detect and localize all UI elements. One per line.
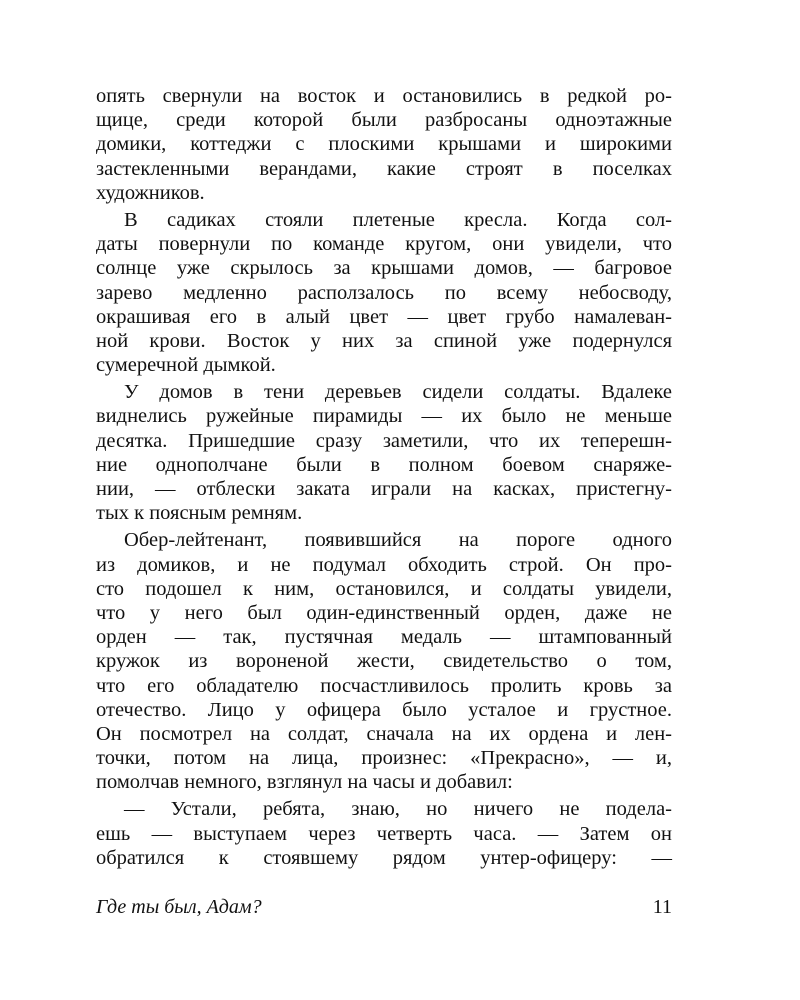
paragraph — [96, 380, 672, 525]
text-line: тых к поясным ремням. — [96, 502, 303, 525]
paragraph — [96, 208, 672, 377]
text-line: из домиков, и не подумал обходить строй. Он про- — [96, 553, 672, 576]
text-line: виднелись ружейные пирамиды — их было не меньше — [96, 405, 672, 428]
text-line: ние однополчане были в полном боевом снаряже- — [96, 453, 672, 476]
text-line: даты повернули по команде кругом, они увидели, что — [96, 233, 672, 256]
text-line: окрашивая его в алый цвет — цвет грубо намалеван- — [96, 305, 672, 328]
text-line: Он посмотрел на солдат, сначала на их ордена и лен- — [96, 722, 672, 745]
paragraph — [96, 84, 672, 205]
text-line: что его обладателю посчастливилось пролить кровь за — [96, 674, 672, 697]
running-title: Где ты был, Адам? — [96, 896, 262, 918]
text-line: десятка. Пришедшие сразу заметили, что их теперешн- — [96, 429, 672, 452]
text-line: нии, — отблески заката играли на касках, пристегну- — [96, 478, 672, 500]
text-line: сто подошел к ним, остановился, и солдаты увидели, — [96, 577, 672, 600]
text-line: В садиках стояли плетеные кресла. Когда сол- — [124, 208, 672, 231]
text-line: обратился к стоявшему рядом унтер-офицеру: — — [96, 846, 672, 869]
text-line: что у него был один-единственный орден, даже не — [96, 601, 672, 624]
text-line: застекленными верандами, какие строят в поселках — [96, 157, 672, 180]
text-line: ешь — выступаем через четверть часа. — Затем он — [96, 822, 672, 845]
text-line: солнце уже скрылось за крышами домов, — багровое — [96, 257, 672, 280]
text-line: художников. — [96, 181, 205, 204]
text-line: отечество. Лицо у офицера было усталое и грустное. — [96, 698, 672, 721]
text-line: домики, коттеджи с плоскими крышами и широкими — [96, 133, 672, 156]
page-number: 11 — [652, 896, 672, 918]
text-line: Обер-лейтенант, появившийся на пороге одного — [124, 529, 672, 552]
text-line: щице, среди которой были разбросаны одноэтажные — [96, 109, 672, 132]
text-line: помолчав немного, взглянул на часы и добавил: — [96, 771, 513, 794]
text-line: У домов в тени деревьев сидели солдаты. Вдалеке — [124, 381, 672, 404]
text-line: сумеречной дымкой. — [96, 354, 276, 377]
text-line: точки, потом на лица, произнес: «Прекрасно», — и, — [96, 747, 672, 770]
body-text — [96, 84, 672, 870]
paragraph — [96, 528, 672, 794]
paragraph — [96, 797, 672, 870]
text-line: — Устали, ребята, знаю, но ничего не подела- — [124, 798, 672, 821]
text-line: зарево медленно расползалось по всему небосводу, — [96, 281, 672, 304]
text-line: опять свернули на восток и остановились в редкой ро- — [96, 85, 672, 107]
text-line: ной крови. Восток у них за спиной уже подернулся — [96, 329, 672, 352]
text-line: орден — так, пустячная медаль — штампованный — [96, 626, 672, 649]
text-line: кружок из вороненой жести, свидетельство о том, — [96, 650, 672, 673]
